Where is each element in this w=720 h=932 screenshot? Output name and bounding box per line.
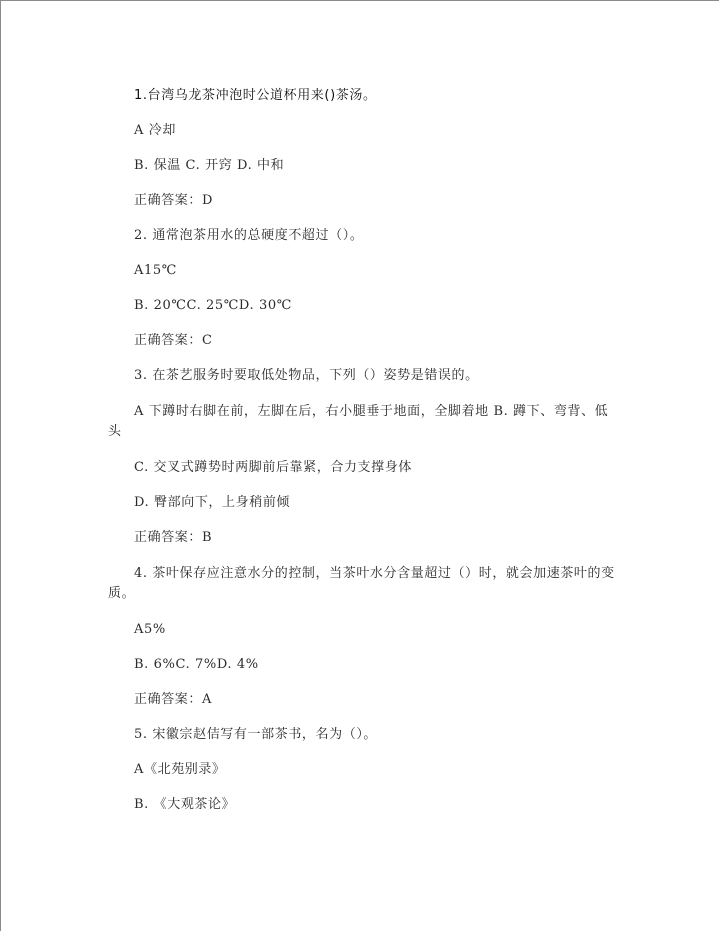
document-body xyxy=(108,87,618,831)
question-5-option-b: B. 《大观茶论》 xyxy=(134,797,236,812)
question-3-stem: 3. 在茶艺服务时要取低处物品，下列（）姿势是错误的。 xyxy=(134,368,479,383)
question-3-option-d: D. 臀部向下，上身稍前倾 xyxy=(134,495,291,510)
question-1-options-bcd: B. 保温 C. 开窍 D. 中和 xyxy=(134,158,285,173)
question-2-answer: 正确答案：C xyxy=(134,333,213,348)
question-3-option-a-b: A 下蹲时右脚在前，左脚在后，右小腿垂于地面，全脚着地 B. 蹲下、弯背、低头 xyxy=(108,404,609,439)
question-2-option-a: A15℃ xyxy=(134,263,177,278)
question-4-answer: 正确答案：A xyxy=(134,692,212,707)
question-1-answer: 正确答案：D xyxy=(134,193,214,208)
question-4-options-bcd: B. 6%C. 7%D. 4% xyxy=(134,657,259,672)
question-5-option-a: A《北苑别录》 xyxy=(134,762,226,777)
question-4-option-a: A5% xyxy=(134,622,166,637)
question-5-stem: 5. 宋徽宗赵佶写有一部茶书，名为（）。 xyxy=(134,727,378,742)
question-1-stem: 1.台湾乌龙茶冲泡时公道杯用来()茶汤。 xyxy=(134,88,377,103)
question-2-options-bcd: B. 20℃C. 25℃D. 30℃ xyxy=(134,298,292,313)
question-1-option-a: A 冷却 xyxy=(134,123,176,138)
question-3-answer: 正确答案：B xyxy=(134,530,213,545)
question-4-stem: 4. 茶叶保存应注意水分的控制，当茶叶水分含量超过（）时，就会加速茶叶的变质。 xyxy=(108,566,615,601)
question-3-option-c: C. 交叉式蹲势时两脚前后靠紧，合力支撑身体 xyxy=(134,460,412,475)
question-2-stem: 2. 通常泡茶用水的总硬度不超过（）。 xyxy=(134,228,364,243)
